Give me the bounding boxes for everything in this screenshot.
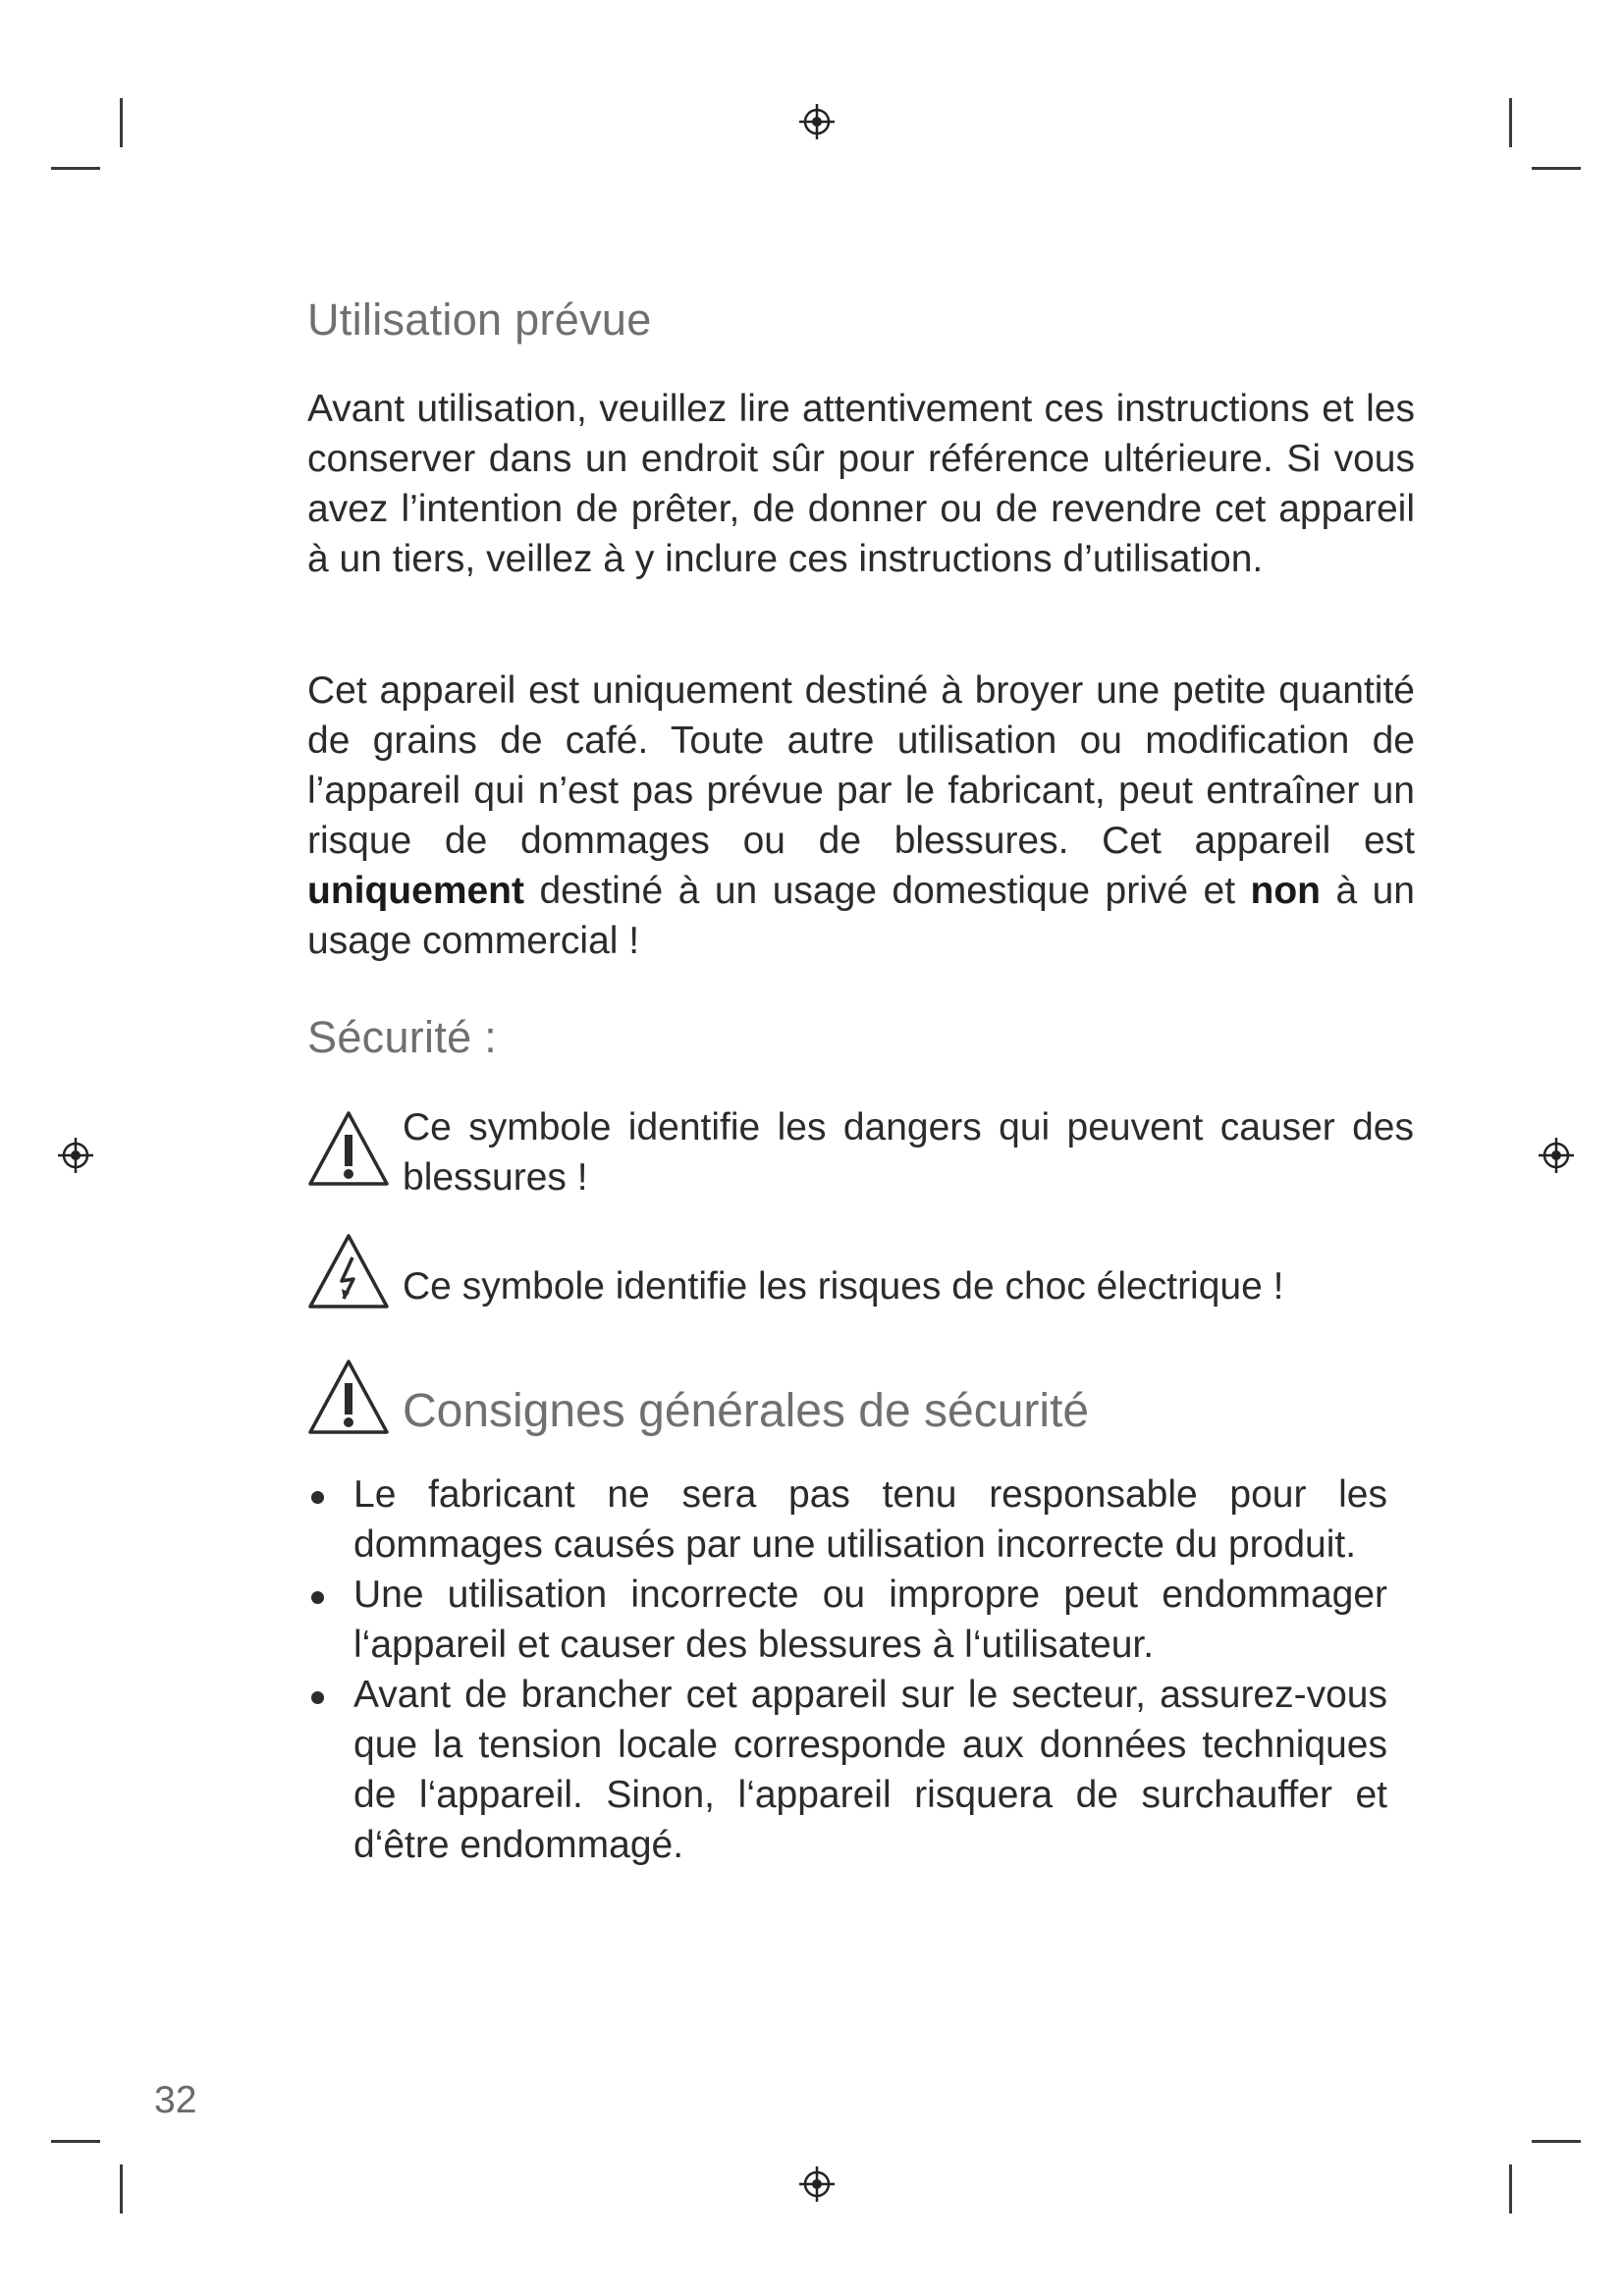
section-title-safety: Sécurité : bbox=[307, 1012, 498, 1062]
electric-shock-triangle-icon bbox=[306, 1232, 391, 1310]
list-item-text: Le fabricant ne sera pas tenu responsable pour les dommages causés par une utilisation incorrecte du produit. bbox=[353, 1473, 1387, 1566]
section-title-general-safety: Consignes générales de sécurité bbox=[403, 1385, 1090, 1437]
symbol-shock-text: Ce symbole identifie les risques de choc électrique ! bbox=[403, 1265, 1284, 1308]
general-safety-list bbox=[307, 1469, 1387, 1870]
para2-bold-uniquement: uniquement bbox=[307, 870, 524, 912]
list-item-text: Une utilisation incorrecte ou impropre peut endommager l‘appareil et causer des blessures à l‘utilisateur. bbox=[353, 1574, 1387, 1666]
crop-mark bbox=[1509, 2164, 1512, 2214]
bullet-dot bbox=[311, 1691, 324, 1704]
para2-text-3: à un usage commercial ! bbox=[307, 870, 1415, 962]
bullet-dot bbox=[311, 1591, 324, 1604]
crop-mark bbox=[1532, 2140, 1581, 2143]
registration-mark-icon bbox=[797, 102, 837, 141]
crop-mark bbox=[1509, 98, 1512, 147]
registration-mark-icon bbox=[797, 2164, 837, 2204]
crop-mark bbox=[120, 98, 123, 147]
list-item-text: Avant de brancher cet appareil sur le secteur, assurez-vous que la tension locale corresponde aux données techniques de l‘appareil. Sinon, l‘appareil risquera de surchauffer et d‘être endommagé. bbox=[353, 1674, 1387, 1866]
intended-use-paragraph-1: Avant utilisation, veuillez lire attentivement ces instructions et les conserver dans un endroit sûr pour référence ultérieure. Si vous avez l’intention de prêter, de donner ou de revendre cet appareil à un tiers, veillez à y inclure ces instructions d’utilisation. bbox=[307, 388, 1415, 580]
crop-mark bbox=[1532, 167, 1581, 170]
registration-mark-icon bbox=[56, 1136, 95, 1175]
list-item bbox=[307, 1670, 1387, 1870]
registration-mark-icon bbox=[1537, 1136, 1576, 1175]
list-item bbox=[307, 1469, 1387, 1570]
symbol-danger-text: Ce symbole identifie les dangers qui peuvent causer des blessures ! bbox=[403, 1106, 1414, 1199]
bullet-dot bbox=[311, 1491, 324, 1504]
para2-text-2: destiné à un usage domestique privé et bbox=[539, 870, 1236, 912]
warning-triangle-icon bbox=[306, 1358, 391, 1436]
crop-mark bbox=[120, 2164, 123, 2214]
page-number: 32 bbox=[154, 2079, 197, 2121]
para2-text-1: Cet appareil est uniquement destiné à broyer une petite quantité de grains de café. Toute autre utilisation ou modification de l’appareil qui n’est pas prévue par le fabricant, peut entraîner un risque de dommages ou de blessures. Cet appareil est bbox=[307, 669, 1415, 862]
section-title-intended-use: Utilisation prévue bbox=[307, 294, 652, 345]
list-item bbox=[307, 1570, 1387, 1670]
intended-use-paragraph-2 bbox=[307, 666, 1415, 966]
crop-mark bbox=[51, 167, 100, 170]
crop-mark bbox=[51, 2140, 100, 2143]
para2-bold-non: non bbox=[1250, 870, 1321, 912]
warning-triangle-icon bbox=[306, 1109, 391, 1188]
